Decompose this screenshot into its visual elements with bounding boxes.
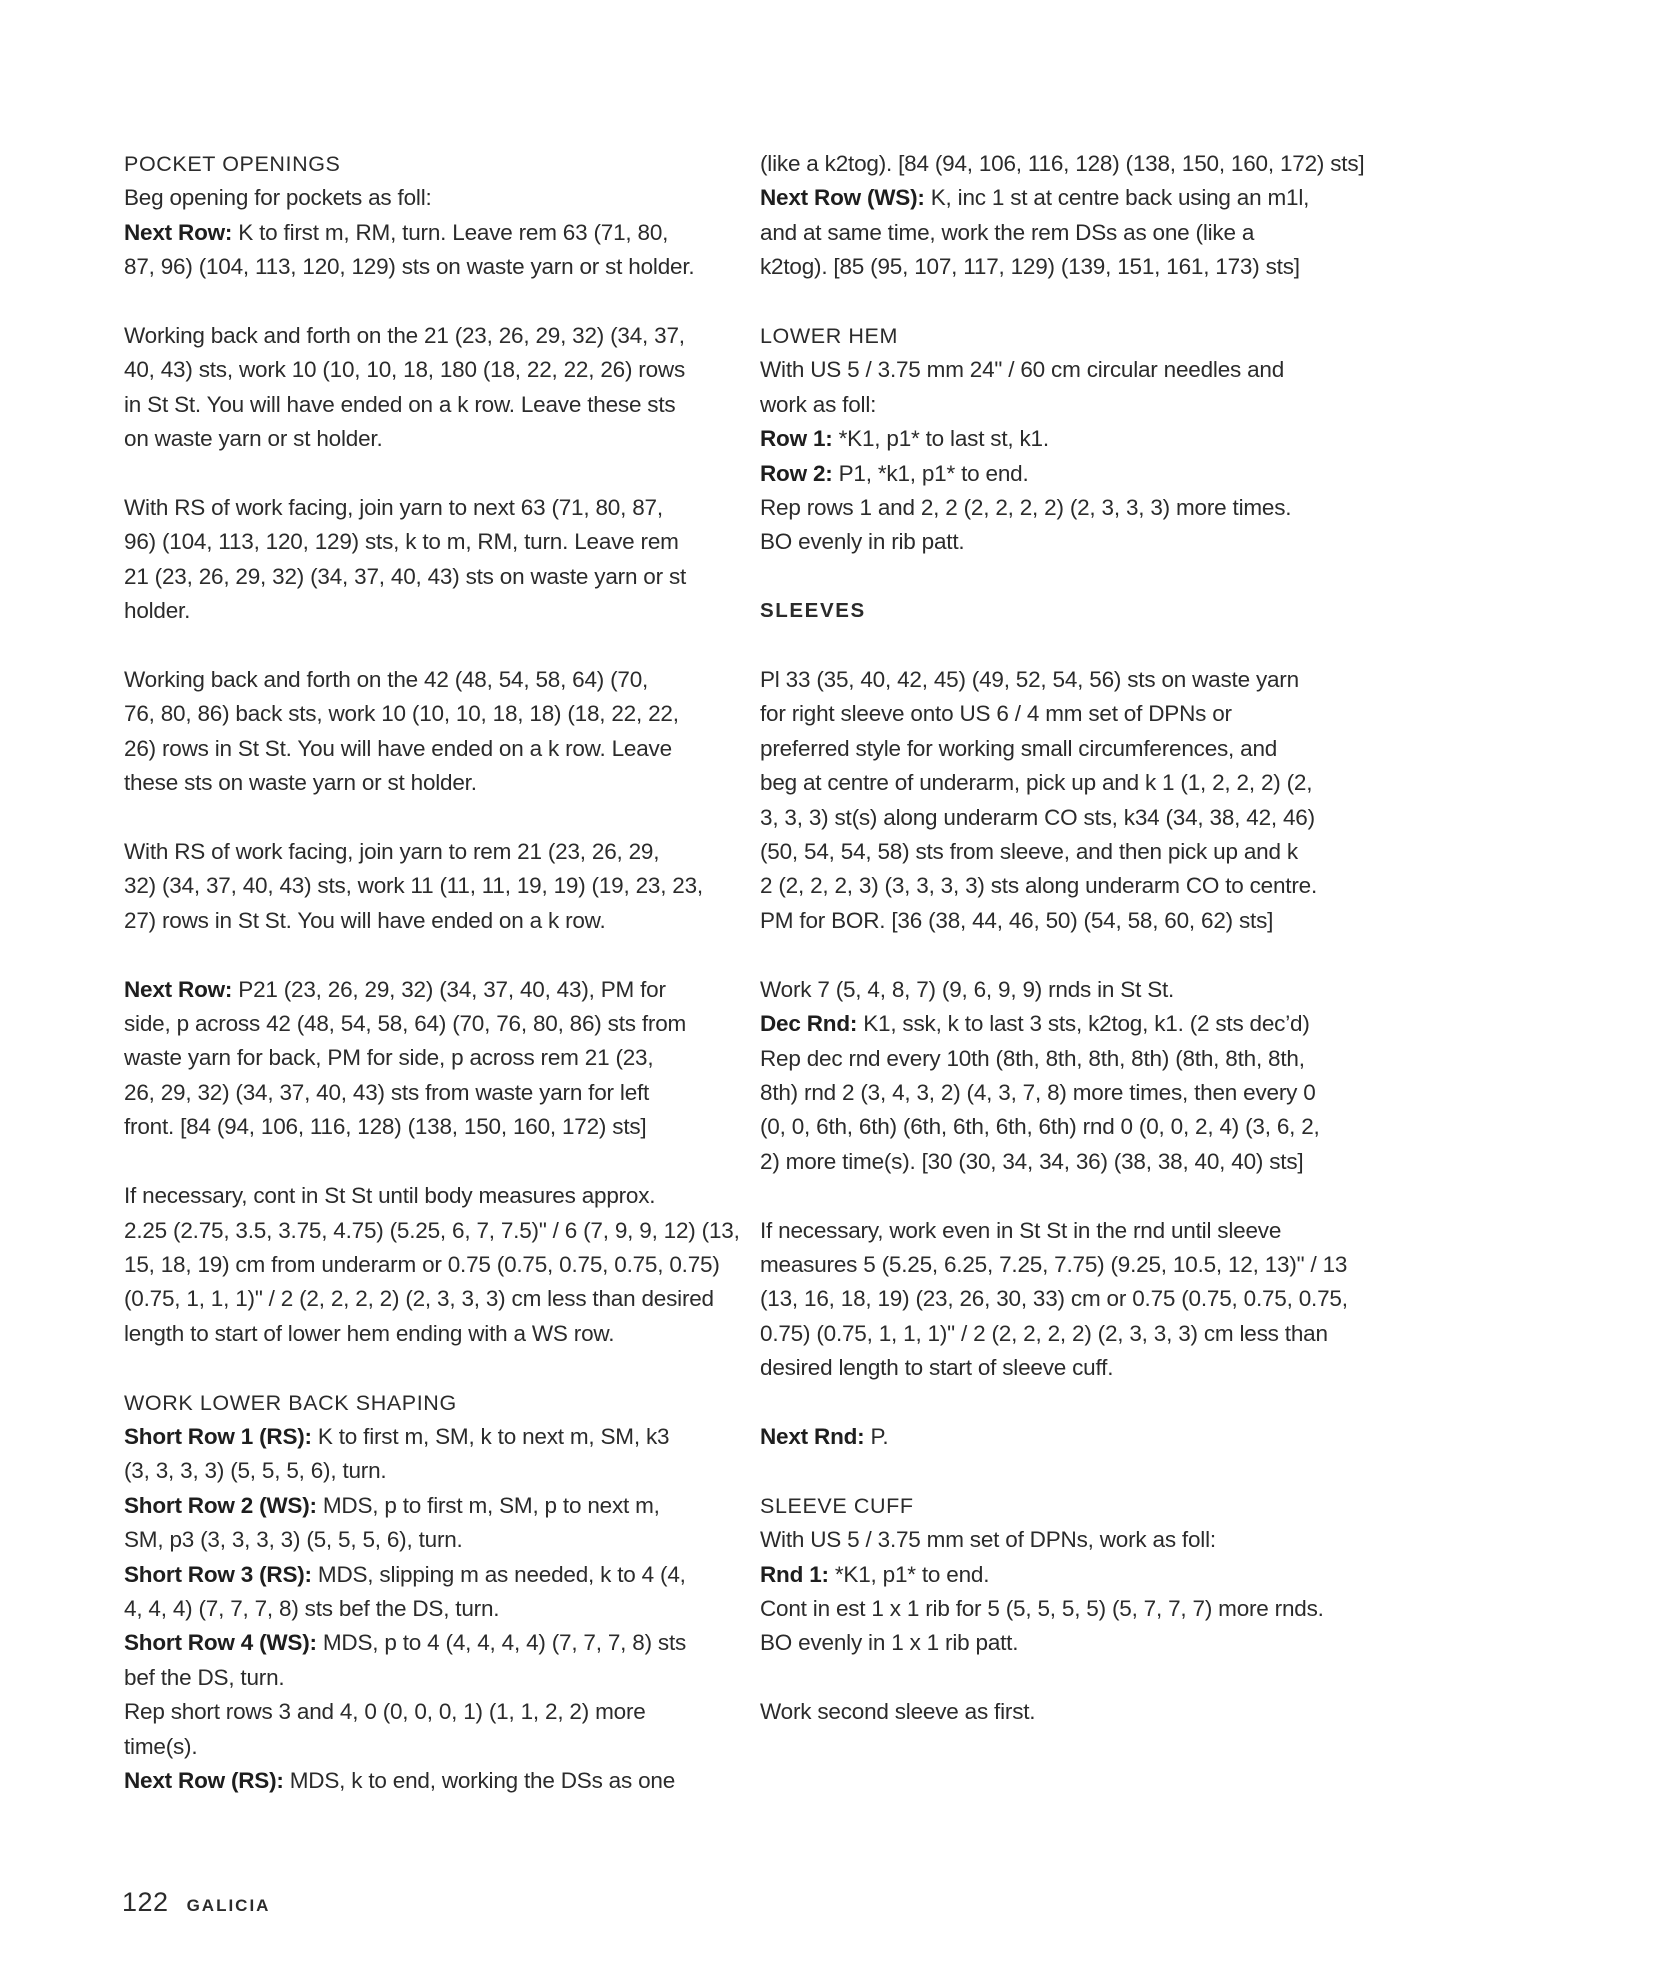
- instruction-label: Row 2:: [760, 460, 833, 486]
- page-number: 122: [122, 1887, 169, 1917]
- instruction-label: Next Row:: [124, 219, 233, 245]
- paragraph: Pl 33 (35, 40, 42, 45) (49, 52, 54, 56) sts on waste yarn for right sleeve onto US 6 / 4 mm set of DPNs or preferred style for working small circumferences, and beg at centre of underarm, pick up and k 1 (1, 2, 2, 2) (2, 3, 3, 3) st(s) along underarm CO sts, k34 (34, 38, 42, 46) (50, 54, 54, 58) sts from sleeve, and then pick up and k 2 (2, 2, 2, 3) (3, 3, 3, 3) sts along underarm CO to centre. PM for BOR. [36 (38, 44, 46, 50) (54, 58, 60, 62) sts]: [760, 667, 1318, 933]
- instruction-dec-rnd: Dec Rnd: K1, ssk, k to last 3 sts, k2tog, k1. (2 sts dec’d): [760, 1011, 1310, 1037]
- paragraph: Next Row: P21 (23, 26, 29, 32) (34, 37, 40, 43), PM for side, p across 42 (48, 54, 58, 64) (70, 76, 80, 86) sts from waste yarn for back, PM for side, p across rem 21 (23, 26, 29, 32) (34, 37, 40, 43) sts from waste yarn for left front. [84 (94, 106, 116, 128) (138, 150, 160, 172) sts]: [124, 973, 724, 1145]
- instruction-label: Next Row (WS):: [760, 185, 925, 211]
- left-column: [124, 147, 740, 1798]
- instruction-row-1: Row 1: *K1, p1* to last st, k1.: [760, 426, 1049, 452]
- paragraph: Work second sleeve as first.: [760, 1699, 1036, 1725]
- instruction-label: Row 1:: [760, 426, 833, 452]
- section-heading-lower-back-shaping: WORK LOWER BACK SHAPING: [124, 1390, 457, 1415]
- sleeves-heading-block: [760, 594, 1360, 628]
- instruction-label: Short Row 3 (RS):: [124, 1561, 312, 1587]
- instruction-label: Dec Rnd:: [760, 1011, 858, 1037]
- instruction-short-row-3: Short Row 3 (RS): MDS, slipping m as needed, k to 4 (4,: [124, 1561, 686, 1587]
- section-heading-sleeves: SLEEVES: [760, 599, 866, 623]
- lower-hem-section: LOWER HEM With US 5 / 3.75 mm 24" / 60 cm circular needles and work as foll: Row 1: *K1, p1* to last st, k1. Row 2: P1, *k1, p1* to end. Rep rows 1 and 2, 2 (2, 2, 2, 2) (2, 3, 3, 3) more times. BO evenly in rib patt.: [760, 319, 1360, 560]
- book-title: GALICIA: [186, 1896, 271, 1915]
- instruction-label: Next Rnd:: [760, 1423, 865, 1449]
- text-line: Beg opening for pockets as foll:: [124, 185, 432, 211]
- paragraph: If necessary, work even in St St in the rnd until sleeve measures 5 (5.25, 6.25, 7.25, 7.75) (9.25, 10.5, 12, 13)" / 13 (13, 16, 18, 19) (23, 26, 30, 33) cm or 0.75 (0.75, 0.75, 0.75, 0.75) (0.75, 1, 1, 1)" / 2 (2, 2, 2, 2) (2, 3, 3, 3) cm less than desired length to start of sleeve cuff.: [760, 1217, 1348, 1381]
- instruction-short-row-1: Short Row 1 (RS): K to first m, SM, k to next m, SM, k3: [124, 1423, 670, 1449]
- paragraph: Work 7 (5, 4, 8, 7) (9, 6, 9, 9) rnds in St St. Dec Rnd: K1, ssk, k to last 3 sts, k2tog, k1. (2 sts dec’d) Rep dec rnd every 10th (8th, 8th, 8th, 8th) (8th, 8th, 8th, 8th) rnd 2 (3, 4, 3, 2) (4, 3, 7, 8) more times, then every 0 (0, 0, 6th, 6th) (6th, 6th, 6th, 6th) rnd 0 (0, 0, 2, 4) (3, 6, 2, 2) more time(s). [30 (30, 34, 34, 36) (38, 38, 40, 40) sts]: [760, 973, 1360, 1179]
- paragraph: If necessary, cont in St St until body measures approx. 2.25 (2.75, 3.5, 3.75, 4.75) (5.25, 6, 7, 7.5)" / 6 (7, 9, 9, 12) (13, 15, 18, 19) cm from underarm or 0.75 (0.75, 0.75, 0.75, 0.75) (0.75, 1, 1, 1)" / 2 (2, 2, 2, 2) (2, 3, 3, 3) cm less than desired length to start of lower hem ending with a WS row.: [124, 1183, 740, 1346]
- instruction-label: Short Row 4 (WS):: [124, 1630, 317, 1656]
- instruction-label: Next Row:: [124, 976, 233, 1002]
- back-shaping-section: WORK LOWER BACK SHAPING Short Row 1 (RS): K to first m, SM, k to next m, SM, k3 (3, 3, 3, 3) (5, 5, 5, 6), turn. Short Row 2 (WS): MDS, p to first m, SM, p to next m, SM, p3 (3, 3, 3, 3) (5, 5, 5, 6), turn. Short Row 3 (RS): MDS, slipping m as needed, k to 4 (4, 4, 4, 4) (7, 7, 7, 8) sts bef the DS, turn. Short Row 4 (WS): MDS, p to 4 (4, 4, 4, 4) (7, 7, 7, 8) sts bef the DS, turn. Rep short rows 3 and 4, 0 (0, 0, 0, 1) (1, 1, 2, 2) more time(s). Next Row (RS): MDS, k to end, working the DSs as one: [124, 1386, 724, 1799]
- instruction-short-row-4: Short Row 4 (WS): MDS, p to 4 (4, 4, 4, 4) (7, 7, 7, 8) sts: [124, 1630, 687, 1656]
- instruction-label: Short Row 1 (RS):: [124, 1423, 312, 1449]
- section-heading-lower-hem: LOWER HEM: [760, 324, 898, 349]
- instruction-next-row: Next Row: K to first m, RM, turn. Leave rem 63 (71, 80,: [124, 219, 669, 245]
- instruction-label: Next Row (RS):: [124, 1767, 284, 1793]
- paragraph: Working back and forth on the 21 (23, 26, 29, 32) (34, 37, 40, 43) sts, work 10 (10, 10, 18, 180 (18, 22, 22, 26) rows in St St. You will have ended on a k row. Leave these sts on waste yarn or st holder.: [124, 323, 686, 452]
- section-heading-sleeve-cuff: SLEEVE CUFF: [760, 1493, 914, 1518]
- right-column: [760, 147, 1365, 1730]
- paragraph: (like a k2tog). [84 (94, 106, 116, 128) (138, 150, 160, 172) sts] Next Row (WS): K, inc 1 st at centre back using an m1l, and at same time, work the rem DSs as one (like a k2tog). [85 (95, 107, 117, 129) (139, 151, 161, 173) sts]: [760, 151, 1365, 280]
- sleeve-cuff-section: SLEEVE CUFF With US 5 / 3.75 mm set of DPNs, work as foll: Rnd 1: *K1, p1* to end. Cont in est 1 x 1 rib for 5 (5, 5, 5, 5) (5, 7, 7, 7) more rnds. BO evenly in 1 x 1 rib patt.: [760, 1489, 1360, 1661]
- paragraph: [760, 1420, 1360, 1454]
- page-footer: [122, 1887, 270, 1918]
- paragraph: With RS of work facing, join yarn to rem 21 (23, 26, 29, 32) (34, 37, 40, 43) sts, work 11 (11, 11, 19, 19) (19, 23, 23, 27) rows in St St. You will have ended on a k row.: [124, 839, 703, 933]
- instruction-next-row: Next Row: P21 (23, 26, 29, 32) (34, 37, 40, 43), PM for: [124, 976, 666, 1002]
- text-line: 87, 96) (104, 113, 120, 129) sts on waste yarn or st holder.: [124, 254, 695, 280]
- instruction-next-rnd: Next Rnd: P.: [760, 1423, 889, 1449]
- instruction-rnd-1: Rnd 1: *K1, p1* to end.: [760, 1561, 990, 1587]
- instruction-next-row-ws: Next Row (WS): K, inc 1 st at centre back using an m1l,: [760, 185, 1310, 211]
- paragraph: With RS of work facing, join yarn to next 63 (71, 80, 87, 96) (104, 113, 120, 129) sts, k to m, RM, turn. Leave rem 21 (23, 26, 29, 32) (34, 37, 40, 43) sts on waste yarn or st holder.: [124, 495, 687, 624]
- instruction-label: Rnd 1:: [760, 1561, 829, 1587]
- instruction-next-row-rs: Next Row (RS): MDS, k to end, working the DSs as one: [124, 1767, 676, 1793]
- instruction-label: Short Row 2 (WS):: [124, 1492, 317, 1518]
- section-heading-pocket-openings: POCKET OPENINGS: [124, 152, 341, 176]
- paragraph: Working back and forth on the 42 (48, 54, 58, 64) (70, 76, 80, 86) back sts, work 10 (10, 10, 18, 18) (18, 22, 22, 26) rows in St St. You will have ended on a k row. Leave these sts on waste yarn or st holder.: [124, 667, 679, 796]
- instruction-row-2: Row 2: P1, *k1, p1* to end.: [760, 460, 1029, 486]
- instruction-short-row-2: Short Row 2 (WS): MDS, p to first m, SM, p to next m,: [124, 1492, 660, 1518]
